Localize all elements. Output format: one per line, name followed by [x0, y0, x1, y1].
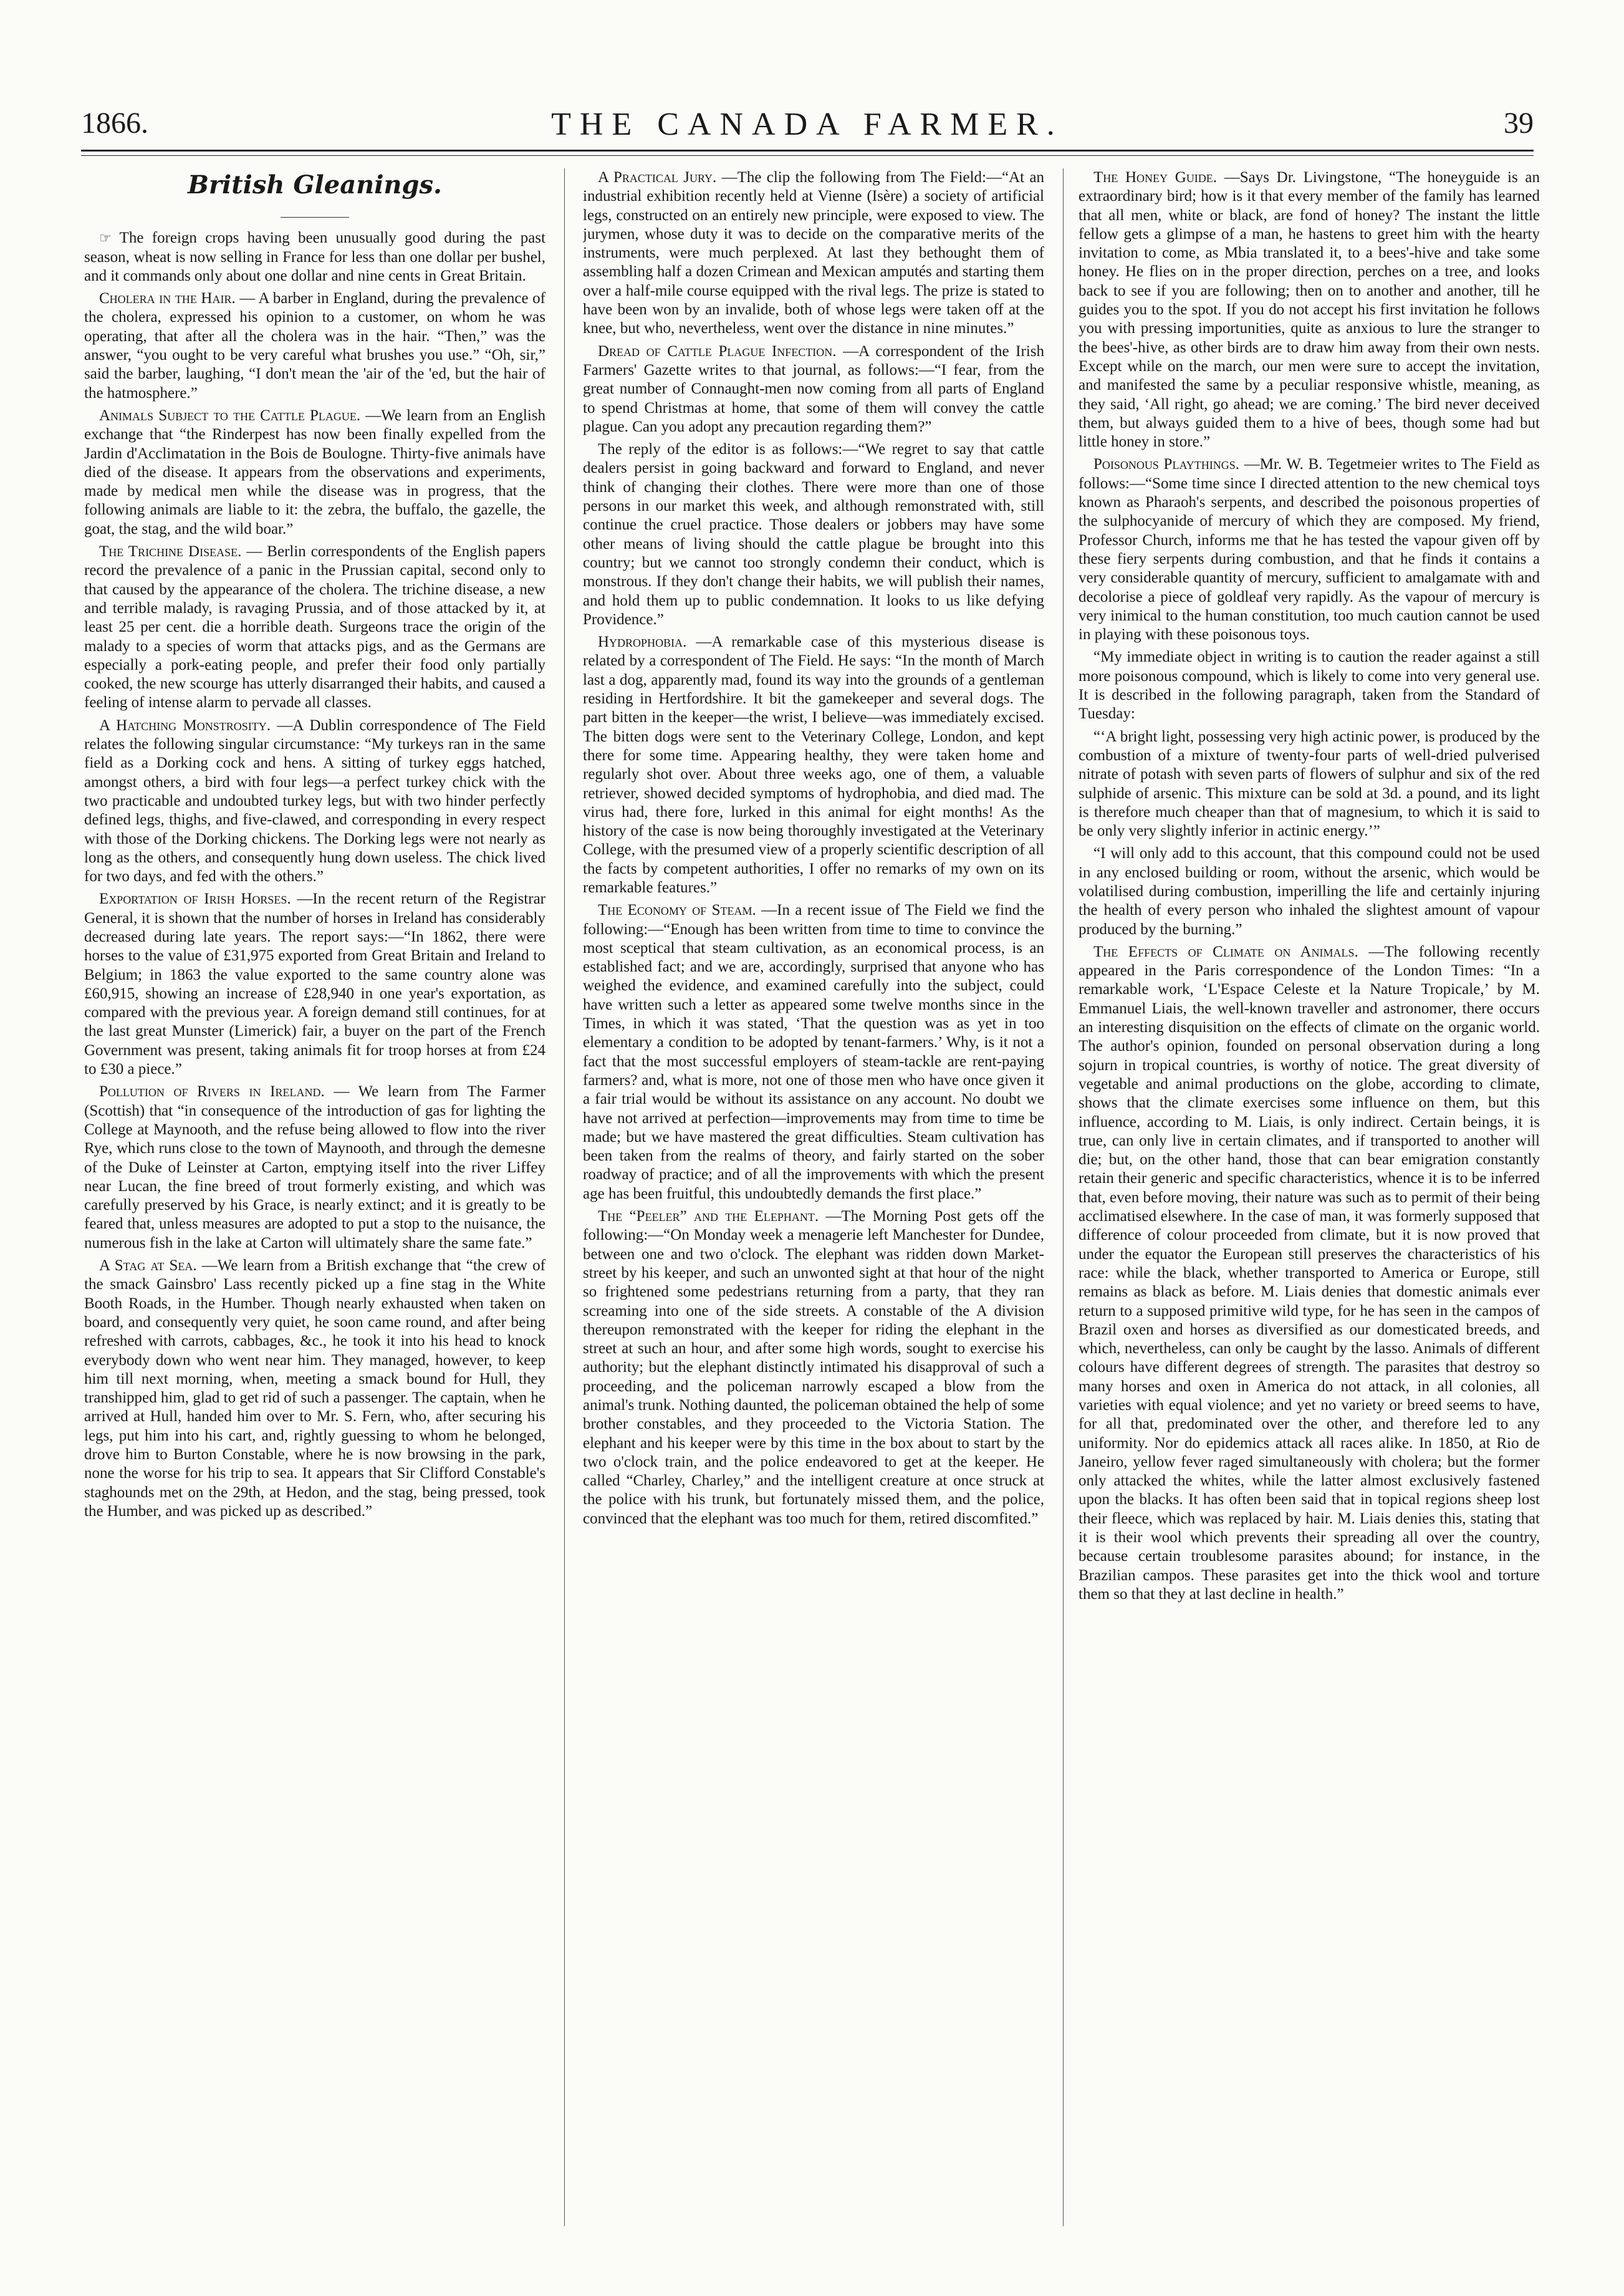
article-heading: Poisonous Playthings. — [1093, 456, 1240, 473]
article-body: “‘A bright light, possessing very high actinic power, is produced by the combustion of a mixture of twenty-four parts of well-dried pulverised nitrate of potash with seven parts of flowers of sulphur and six of the red sulphide of arsenic. This mixture can be sold at 3d. a pound, and its light is therefore much cheaper than that of magnesium, to which it is said to be only very slightly inferior in actinic energy.’” — [1079, 728, 1540, 840]
article-body: —The clip the following from The Field:—“At an industrial exhibition recently held at Vienne (Isère) a society of artificial legs, constructed on an entirely new principle, were exposed to view. The jurymen, whose duty it was to decide on the comparative merits of the instruments, were much perplexed. At last they bethought them of assembling half a dozen Crimean and Mexican amputés and starting them over a half-mile course equipped with the rival legs. The prize is stated to have been won by an invalide, both of whose legs were taken off at the knee, but who, nevertheless, went over the distance in nine minutes.” — [583, 169, 1044, 337]
article-heading: The Trichine Disease. — [99, 543, 242, 561]
article-paragraph — [84, 543, 545, 713]
article-heading: The Economy of Steam. — [598, 902, 756, 919]
article-paragraph — [84, 890, 545, 1079]
article-body: “My immediate object in writing is to caution the reader against a still more poisonous compound, which is likely to come into very general use. It is described in the following paragraph, taken from the Standard of Tuesday: — [1079, 649, 1540, 723]
article-paragraph — [84, 716, 545, 887]
column-divider-2 — [1063, 168, 1064, 2226]
article-body: —We learn from a British exchange that “the crew of the smack Gainsbro' Lass recently picked up a fine stag in the White Booth Roads, in the Humber. Though nearly exhausted when taken on board, and consequently very quiet, he soon came round, and after being refreshed with carrots, cabbages, &c., he took it into his head to knock everybody down who went near him. They managed, however, to keep him till next morning, when, meeting a smack bound for Hull, they transhipped him, glad to get rid of such a passenger. The captain, when he arrived at Hull, handed him over to Mr. S. Fern, who, after securing his legs, put him into his cart, and, rightly guessing to whom he belonged, drove him to Burton Constable, where he is now browsing in the park, none the worse for his trip to sea. It appears that Sir Clifford Constable's staghounds met on the 29th, at Hedon, and the stag, being pressed, took the Humber, and was picked up as described.” — [84, 1257, 545, 1520]
column-2 — [583, 168, 1044, 2245]
article-body: —The following recently appeared in the Paris correspondence of the London Times: “In a remarkable work, ‘L'Espace Celeste et la Nature Tropicale,’ by M. Emmanuel Liais, the well-known traveller and astronomer, there occurs an interesting disquisition on the effects of climate on the organic world. The author's opinion, founded on personal observation during a long sojurn in tropical countries, is worthy of notice. The great diversity of vegetable and animal productions on the globe, according to climate, shows that the climate exercises some influence on them, but this influence, according to M. Liais, is only indirect. Certain beings, it is true, can only live in certain climates, and if transported to another will die; but, on the other hand, those that can bear emigration constantly retain their generic and specific characteristics, whence it is to be inferred that, even before moving, their nature was such as to permit of their being acclimatised elsewhere. In the case of man, it was formerly supposed that difference of colour proceeded from climate, but it is now proved that under the equator the European still preserves the characteristics of his race: while the black, whether transported to America or Europe, still remains as black as before. M. Liais denies that domestic animals ever return to a supposed primitive wild type, for he has seen in the campos of Brazil oxen and horses as diversified as our domesticated breeds, and which, nevertheless, can only be caught by the lasso. Animals of different colours have different degrees of strength. The parasites that destroy so many horses and oxen in America do not attack, in all colonies, all varieties with equal violence; and yet no variety or breed seems to have, for all that, predominated over the other, and therefore led to any uniformity. Nor do epidemics attack all races alike. In 1850, at Rio de Janeiro, yellow fever raged simultaneously with cholera; but the former only attacked the whites, while the latter almost exclusively fastened upon the blacks. It has often been said that in topical regions sheep lost their fleece, which was replaced by hair. M. Liais denies this, stating that it is their wool which prevents their spreading all over the country, because certain troublesome parasites abound; for instance, in the Brazilian campos. These parasites get into the thick wool and torture them so that they at last decline in health.” — [1079, 943, 1540, 1603]
pointing-hand-icon: ☞ — [99, 230, 112, 246]
article-body: — Berlin correspondents of the English papers record the prevalence of a panic in the Prussian capital, second only to that caused by the appearance of the cholera. The trichine disease, a new and terrible malady, is ravaging Prussia, and of those attacked by it, at least 25 per cent. die a horrible death. Surgeons trace the origin of the malady to a species of worm that attacks pigs, and as the Germans are especially a pork-eating people, and prefer their food only partially cooked, the new scourge has utterly disarranged their habits, and caused a feeling of intense alarm to pervade all classes. — [84, 543, 545, 711]
page-header — [81, 106, 1534, 150]
article-heading: Hydrophobia. — [598, 634, 687, 651]
article-heading: Animals Subject to the Cattle Plague. — [99, 407, 361, 424]
article-paragraph — [84, 1257, 545, 1521]
article-heading: A Hatching Monstrosity. — [99, 716, 271, 734]
section-title: British Gleanings. — [188, 170, 442, 200]
header-title: THE CANADA FARMER. — [551, 107, 1064, 142]
column-3 — [1079, 168, 1540, 2245]
article-body: — We learn from The Farmer (Scottish) that “in consequence of the introduction of gas for lighting the College at Maynooth, and the refuse being allowed to flow into the river Rye, which runs close to the town of Maynooth, and through the demesne of the Duke of Leinster at Carton, emptying itself into the river Liffey near Lucan, the fine breed of trout formerly existing, and which was carefully preserved by his Grace, is nearly extinct; and it is greatly to be feared that, unless measures are adopted to put a stop to the nuisance, the numerous fish in the lake at Carton will ultimately share the same fate.” — [84, 1083, 545, 1252]
article-paragraph — [1079, 844, 1540, 938]
article-heading: The “Peeler” and the Elephant. — [598, 1208, 819, 1225]
article-paragraph — [583, 901, 1044, 1203]
article-paragraph — [84, 407, 545, 539]
article-heading: A Practical Jury. — [598, 169, 717, 186]
article-paragraph — [583, 168, 1044, 339]
section-separator — [281, 217, 349, 218]
article-body: —In the recent return of the Registrar General, it is shown that the number of horses in Ireland has considerably decreased during late years. The report says:—“In 1862, there were horses to the value of £31,975 exported from Great Britain and Ireland to Belgium; in 1863 the value exported to the same country alone was £60,915, showing an increase of £28,940 in one year's exportation, as compared with the previous year. A foreign demand still continues, for at the last great Munster (Limerick) fair, a buyer on the part of the French Government was present, taking animals fit for troop horses at from £24 to £30 a piece.” — [84, 890, 545, 1078]
article-heading: Dread of Cattle Plague Infection. — [598, 342, 837, 360]
header-year: 1866. — [81, 107, 148, 140]
article-paragraph — [84, 1083, 545, 1253]
article-body: —A Dublin correspondence of The Field relates the following singular circumstance: “My turkeys ran in the same field as a Dorking cock and hens. A sitting of turkey eggs hatched, amongst others, a bird with four legs—a perfect turkey chick with the two practicable and undoubted turkey legs, but with two hinder perfectly defined legs, thighs, and five-clawed, and corresponding in every respect with those of the Dorking chickens. The Dorking legs were not nearly as long as the others, and consequently hung down useless. The chick lived for two days, and fed with the others.” — [84, 716, 545, 885]
article-body: —The Morning Post gets off the following:—“On Monday week a menagerie left Manchester for Dundee, between one and two o'clock. The elephant was ridden down Market-street by his keeper, and such an unwonted sight at that hour of the night so frightened some pedestrians returning from a party, that they ran screaming into one of the side streets. A constable of the A division thereupon remonstrated with the keeper for riding the elephant in the street at such an hour, and after some high words, sought to exercise his authority; but the elephant distinctly intimated his disapproval of such a proceeding, and the policeman narrowly escaped a blow from the animal's trunk. Nothing daunted, the policeman obtained the help of some brother constables, and they proceeded to the Victoria Station. The elephant and his keeper were by this time in the box about to start by the two o'clock train, and the police endeavored to get at the keeper. He called “Charley, Charley,” and the intelligent creature at once struck at the police with his trunk, but fortunately missed them, and the police, convinced that the elephant was too much for them, retired discomfited.” — [583, 1208, 1044, 1527]
article-paragraph — [583, 1207, 1044, 1528]
article-heading: The Effects of Climate on Animals. — [1093, 943, 1358, 960]
article-body: — A barber in England, during the prevalence of the cholera, expressed his opinion to a customer, on whom he was operating, that after all the cholera was in the hair. “Then,” was the answer, “you ought to be very careful what brushes you use.” “Oh, sir,” said the barber, laughing, “I don't mean the 'air of the 'ed, but the hair of the hatmosphere.” — [84, 290, 545, 402]
article-paragraph — [1079, 648, 1540, 723]
column-divider-1 — [564, 168, 565, 2226]
article-body: “I will only add to this account, that this compound could not be used in any enclosed building or room, without the arsenic, which would be volatilised during combustion, imperilling the life and certainly injuring the health of every person who inhaled the slightest amount of vapour produced by the burning.” — [1079, 845, 1540, 938]
article-paragraph — [1079, 943, 1540, 1604]
article-body: —In a recent issue of The Field we find the following:—“Enough has been written from time to time to convince the most sceptical that steam cultivation, as an economical process, is an established fact; and we are, accordingly, surprised that anyone who has weighed the evidence, and examined carefully into the subject, could have written such a letter as appeared some twelve months since in the Times, in which it was stated, ‘That the question was as yet in too elementary a condition to be adopted by tenant-farmers.’ Why, is it not a fact that the most successful employers of steam-tackle are rent-paying farmers? and, what is more, not one of those men who have once given it a fair trial would be without its assistance on any account. No doubt we have not arrived at perfection—improvements may from time to time be made; but we have mastered the great difficulties. Steam cultivation has been taken from the realms of theory, and fairly started on the sober roadway of practice; and of all the improvements with which the present age has been fruitful, this undoubtedly demands the first place.” — [583, 902, 1044, 1202]
article-body: The reply of the editor is as follows:—“We regret to say that cattle dealers persist in going backward and forward to England, and never think of changing their clothes. There were more than one of those persons in our market this week, and although remonstrated with, still continue the cruel practice. Those dealers or jobbers may have some other means of living should the cattle plague be brought into this country; but we cannot too strongly condemn their conduct, which is monstrous. If they don't change their habits, we will publish their names, and hold them up to public condemnation. It looks to us like defying Providence.” — [583, 441, 1044, 628]
article-paragraph — [1079, 168, 1540, 451]
article-body: —Says Dr. Livingstone, “The honeyguide is an extraordinary bird; how is it that every member of the family has learned that all men, white or black, are fond of honey? The instant the little fellow gets a glimpse of a man, he hastens to greet him with the hearty invitation to come, as Mbia translated it, to a bees'-hive and take some honey. He flies on in the proper direction, perches on a tree, and looks back to see if you are following; then on to another and another, till he guides you to the spot. If you do not accept his first invitation he follows you with pressing importunities, quite as anxious to lure the stranger to the bees'-hive, as other birds are to draw him away from their own nests. Except while on the march, our men were sure to accept the invitation, and manifested the same by a peculiar responsive whistle, meaning, as they said, ‘All right, go ahead; we are coming.’ The bird never deceived them, but always guided them to a hive of bees, though some had but little honey in store.” — [1079, 169, 1540, 451]
article-body: The foreign crops having been unusually good during the past season, wheat is now selling in France for less than one dollar per bushel, and it commands only about one dollar and nine cents in Great Britain. — [84, 229, 545, 284]
article-paragraph — [583, 633, 1044, 897]
article-body: —We learn from an English exchange that “the Rinderpest has now been finally expelled from the Jardin d'Acclimatation in the Bois de Boulogne. Thirty-five animals have died of the disease. It appears from the observations and experiments, made by medical men while the disease was in progress, that the following animals are liable to it: the zebra, the buffalo, the gazelle, the goat, the stag, and the wild boar.” — [84, 407, 545, 538]
article-paragraph — [583, 342, 1044, 437]
article-heading: Cholera in the Hair. — [99, 290, 236, 307]
header-rule-thin — [81, 155, 1534, 156]
article-paragraph — [1079, 728, 1540, 841]
article-heading: A Stag at Sea. — [99, 1257, 197, 1275]
article-paragraph — [84, 229, 545, 286]
column-1 — [84, 168, 545, 2245]
article-paragraph — [84, 289, 545, 403]
header-rule-thick — [81, 150, 1534, 152]
article-paragraph — [1079, 455, 1540, 644]
article-heading: Pollution of Rivers in Ireland. — [99, 1083, 325, 1101]
article-heading: The Honey Guide. — [1093, 169, 1218, 186]
article-heading: Exportation of Irish Horses. — [99, 890, 291, 908]
article-body: —Mr. W. B. Tegetmeier writes to The Field as follows:—“Some time since I directed attention to the new chemical toys known as Pharaoh's serpents, and described the poisonous properties of the sulphocyanide of mercury of which they are composed. My friend, Professor Church, informs me that he has tested the vapour given off by these fiery serpents during combustion, and that he finds it contains a very considerable quantity of mercury, sufficient to amalgamate with and decolorise a piece of goldleaf very rapidly. As the vapour of mercury is very inimical to the human constitution, too much caution cannot be used in playing with these poisonous toys. — [1079, 456, 1540, 644]
header-page-number: 39 — [1504, 107, 1534, 140]
article-body: —A correspondent of the Irish Farmers' Gazette writes to that journal, as follows:—“I fear, from the great number of Connaught-men now coming from all parts of England to spend Christmas at home, that some of them will convey the cattle plague. Can you adopt any precaution regarding them?” — [583, 342, 1044, 435]
article-paragraph — [583, 440, 1044, 629]
article-body: —A remarkable case of this mysterious disease is related by a correspondent of The Field. He says: “In the month of March last a dog, apparently mad, found its way into the grounds of a gentleman residing in Hertfordshire. It bit the gamekeeper and several dogs. The part bitten in the keeper—the wrist, I believe—was immediately excised. The bitten dogs were sent to the Veterinary College, London, and kept there for some time. Appearing healthy, they were taken home and regularly shot over. About three weeks ago, one of them, a valuable retriever, showed decided symptoms of hydrophobia, and died mad. The virus had, there fore, lurked in this animal for eight months! As the history of the case is now being thoroughly investigated at the Veterinary College, with the presumed view of a properly scientific description of all the facts by competent authorities, I offer no remarks of my own on its remarkable features.” — [583, 634, 1044, 896]
